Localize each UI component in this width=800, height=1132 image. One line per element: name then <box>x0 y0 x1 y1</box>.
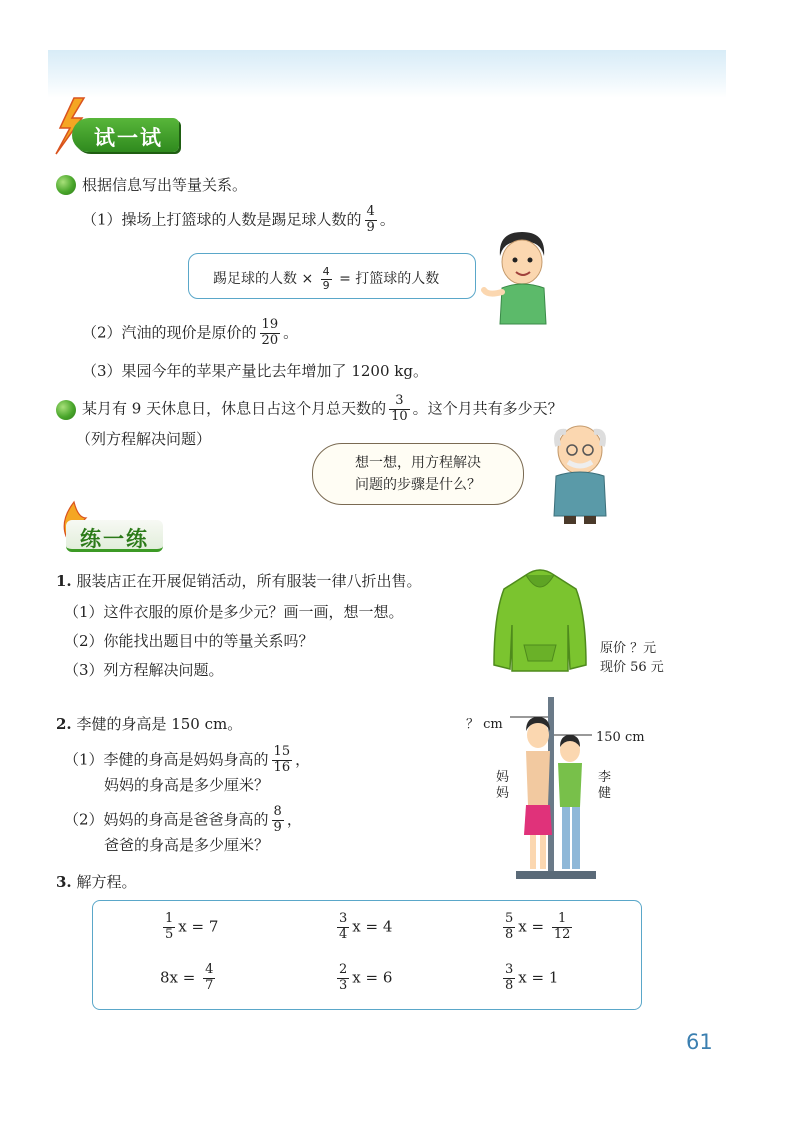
p2-1-fraction <box>272 745 293 776</box>
p2-text: 李健的身高是 150 cm。 <box>76 715 243 733</box>
eq-mid: x = 7 <box>178 917 219 936</box>
frac-den: 9 <box>366 219 375 235</box>
price-now: 现价 56 元 <box>600 660 664 675</box>
hoodie-illustration <box>490 565 590 675</box>
frac-num: 4 <box>205 962 214 977</box>
q1-1-text: （1）操场上打篮球的人数是踢足球人数的 <box>82 210 362 229</box>
frac-den: 9 <box>322 278 330 292</box>
eq-fraction <box>503 912 515 943</box>
frac-num: 8 <box>273 804 282 819</box>
frac-num: 1 <box>557 911 567 926</box>
eq-mid: x = 6 <box>352 968 393 987</box>
bubble-line-1: 想一想，用方程解决 <box>355 455 481 471</box>
speech-bubble <box>312 443 524 505</box>
p2-2-comma: ， <box>286 810 302 829</box>
frac-den: 10 <box>391 408 408 424</box>
p2-1-text: （1）李健的身高是妈妈身高的 <box>64 750 269 769</box>
label-mom: 妈妈 <box>496 770 510 802</box>
p1-text: 服装店正在开展促销活动，所有服装一律八折出售。 <box>76 572 422 590</box>
q2-note: （列方程解决问题） <box>76 430 212 448</box>
eq-rhs-fraction <box>552 912 573 943</box>
frac-num: 3 <box>505 962 514 977</box>
grandpa-illustration <box>538 420 618 526</box>
p1-num: 1. <box>56 572 72 590</box>
eq-fraction <box>337 912 349 943</box>
green-bullet-icon <box>56 400 76 420</box>
p3-text: 解方程。 <box>76 873 137 891</box>
p1-3: （3）列方程解决问题。 <box>64 661 224 679</box>
q1-intro: 根据信息写出等量关系。 <box>82 176 248 194</box>
p1-2: （2）你能找出题目中的等量关系吗？ <box>64 632 314 650</box>
eq-fraction <box>203 963 215 994</box>
bubble-line-2: 问题的步骤是什么？ <box>355 477 481 494</box>
frac-den: 8 <box>505 926 514 942</box>
q2-fraction <box>389 394 410 425</box>
frac-den: 12 <box>553 926 571 942</box>
answer-box-q1-1 <box>188 253 476 299</box>
eq-pre: 8x = <box>160 968 201 987</box>
p2 <box>56 715 242 733</box>
frac-den: 3 <box>339 977 348 993</box>
eq-fraction <box>163 912 175 943</box>
q1-3: （3）果园今年的苹果产量比去年增加了 1200 kg。 <box>82 362 428 380</box>
p2-1 <box>64 745 310 776</box>
eq-mid: x = <box>518 917 549 936</box>
p2-1-comma: ， <box>295 750 311 769</box>
frac-den: 9 <box>273 819 282 835</box>
q1-2-end: 。 <box>283 323 299 342</box>
p2-2 <box>64 805 302 836</box>
eq-fraction <box>337 963 349 994</box>
p1 <box>56 572 421 590</box>
equation-3 <box>500 912 575 943</box>
q2-end: 。这个月共有多少天？ <box>412 399 563 418</box>
q2 <box>82 394 563 425</box>
p2-1-question: 妈妈的身高是多少厘米？ <box>104 776 270 794</box>
frac-num: 15 <box>273 744 291 759</box>
answer-text-end: = 打篮球的人数 <box>334 271 440 288</box>
frac-den: 4 <box>339 926 348 942</box>
q1-1-end: 。 <box>379 210 395 229</box>
green-bullet-icon <box>56 175 76 195</box>
p2-2-fraction <box>272 805 284 836</box>
q1-1 <box>82 205 395 236</box>
section-title-practice: 练一练 <box>66 520 163 552</box>
eq-mid: x = 4 <box>352 917 393 936</box>
frac-num: 3 <box>339 911 348 926</box>
label-lijian: 李健 <box>598 770 612 802</box>
frac-num: 5 <box>505 911 514 926</box>
frac-den: 20 <box>261 332 279 348</box>
equation-1 <box>160 912 218 943</box>
p3 <box>56 873 136 891</box>
frac-num: 19 <box>261 317 279 332</box>
frac-num: 4 <box>366 204 375 219</box>
p2-2-text: （2）妈妈的身高是爸爸身高的 <box>64 810 269 829</box>
answer-text: 踢足球的人数 × <box>213 271 318 288</box>
eq-fraction <box>503 963 515 994</box>
frac-den: 8 <box>505 977 514 993</box>
frac-den: 16 <box>273 759 291 775</box>
equation-4 <box>160 963 218 994</box>
p2-num: 2. <box>56 715 72 733</box>
q1-1-fraction <box>365 205 377 236</box>
equation-5 <box>334 963 392 994</box>
equation-6 <box>500 963 558 994</box>
price-original: 原价 ？元 <box>600 641 657 656</box>
section-title-try: 试一试 <box>72 118 179 152</box>
page-number: 61 <box>686 1030 713 1054</box>
height-known-label: 150 cm <box>596 730 645 745</box>
q1-2 <box>82 318 298 349</box>
frac-num: 4 <box>322 265 330 278</box>
boy-illustration <box>480 226 562 326</box>
p2-2-question: 爸爸的身高是多少厘米？ <box>104 836 270 854</box>
q1-2-text: （2）汽油的现价是原价的 <box>82 323 257 342</box>
equation-2 <box>334 912 392 943</box>
frac-den: 5 <box>165 926 174 942</box>
frac-num: 2 <box>339 962 348 977</box>
frac-den: 7 <box>205 977 214 993</box>
q2-text: 某月有 9 天休息日，休息日占这个月总天数的 <box>82 399 387 418</box>
p1-1: （1）这件衣服的原价是多少元？画一画，想一想。 <box>64 603 404 621</box>
frac-num: 3 <box>395 393 404 408</box>
height-unknown-label: ？ cm <box>466 717 503 732</box>
q1-2-fraction <box>260 318 281 349</box>
answer-fraction <box>321 266 332 292</box>
header-band <box>48 50 726 98</box>
eq-mid: x = 1 <box>518 968 559 987</box>
frac-num: 1 <box>165 911 174 926</box>
p3-num: 3. <box>56 873 72 891</box>
